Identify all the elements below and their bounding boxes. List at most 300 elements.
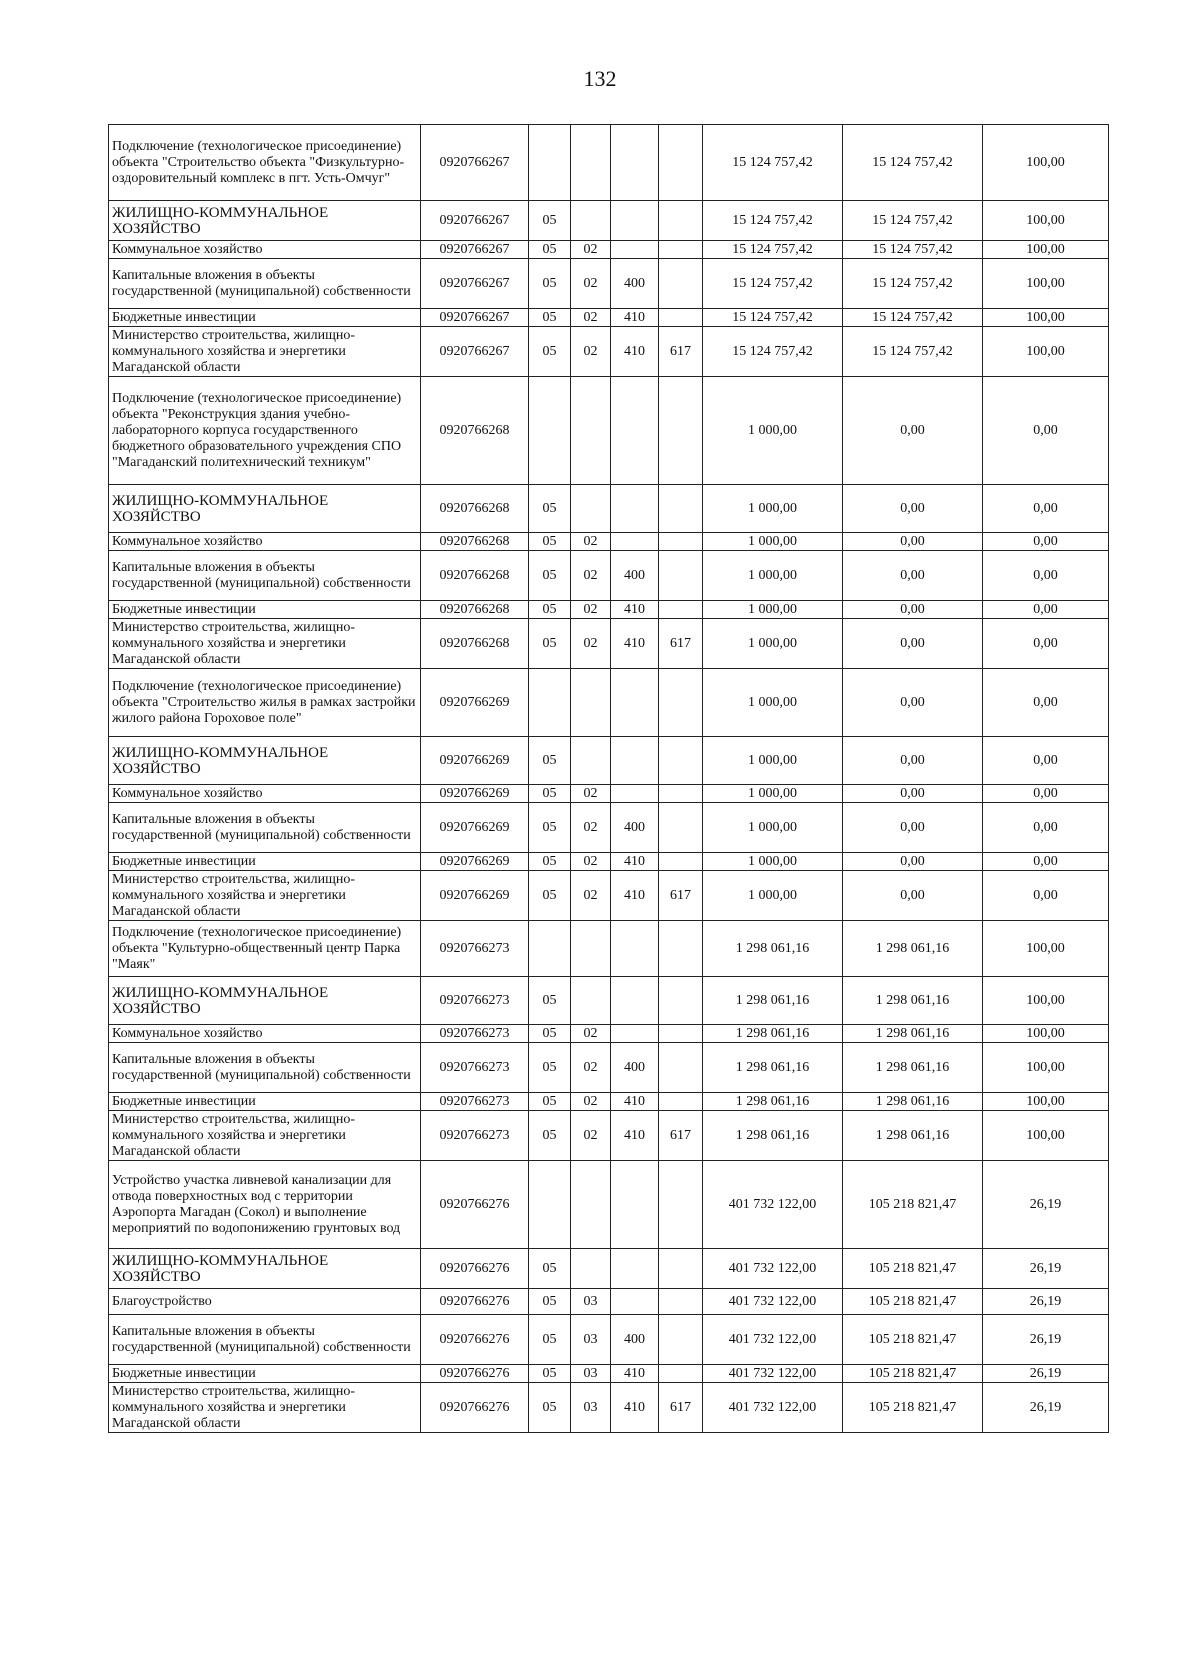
table-row: [109, 921, 1109, 977]
expense-type-code: [611, 201, 659, 241]
table-row: [109, 1289, 1109, 1315]
expense-type-code: [611, 377, 659, 485]
row-name: Устройство участка ливневой канализации для отвода поверхностных вод с территории Аэропорта Магадан (Сокол) и выполнение мероприятий по водопонижению грунтовых вод: [109, 1161, 421, 1249]
administrator-code: [659, 309, 703, 327]
section-code: 05: [529, 803, 571, 853]
execution-percent: 0,00: [983, 871, 1109, 921]
executed-amount: 0,00: [843, 669, 983, 737]
section-code: 05: [529, 485, 571, 533]
planned-amount: 1 000,00: [703, 785, 843, 803]
executed-amount: 1 298 061,16: [843, 1093, 983, 1111]
target-code: 0920766267: [421, 309, 529, 327]
table-body: [109, 125, 1109, 1433]
target-code: 0920766268: [421, 533, 529, 551]
row-name: Министерство строительства, жилищно-коммунального хозяйства и энергетики Магаданской области: [109, 1383, 421, 1433]
row-name: Подключение (технологическое присоединение) объекта "Строительство объекта "Физкультурно-оздоровительный комплекс в пгт. Усть-Омчуг": [109, 125, 421, 201]
table-row: [109, 619, 1109, 669]
expense-type-code: 410: [611, 1093, 659, 1111]
section-code: 05: [529, 241, 571, 259]
expense-type-code: 410: [611, 327, 659, 377]
target-code: 0920766269: [421, 871, 529, 921]
target-code: 0920766273: [421, 1093, 529, 1111]
executed-amount: 0,00: [843, 803, 983, 853]
expense-type-code: 410: [611, 853, 659, 871]
target-code: 0920766273: [421, 977, 529, 1025]
target-code: 0920766269: [421, 803, 529, 853]
section-code: 05: [529, 1249, 571, 1289]
row-name: Министерство строительства, жилищно-коммунального хозяйства и энергетики Магаданской области: [109, 871, 421, 921]
target-code: 0920766267: [421, 259, 529, 309]
execution-percent: 0,00: [983, 785, 1109, 803]
subsection-code: 02: [571, 871, 611, 921]
administrator-code: 617: [659, 1111, 703, 1161]
administrator-code: 617: [659, 1383, 703, 1433]
subsection-code: [571, 737, 611, 785]
table-row: [109, 1365, 1109, 1383]
table-row: [109, 1315, 1109, 1365]
table-row: [109, 601, 1109, 619]
planned-amount: 1 000,00: [703, 619, 843, 669]
planned-amount: 401 732 122,00: [703, 1161, 843, 1249]
execution-percent: 100,00: [983, 977, 1109, 1025]
row-name: Капитальные вложения в объекты государственной (муниципальной) собственности: [109, 1043, 421, 1093]
table-row: [109, 977, 1109, 1025]
target-code: 0920766273: [421, 1111, 529, 1161]
expense-type-code: 410: [611, 1111, 659, 1161]
execution-percent: 100,00: [983, 259, 1109, 309]
section-code: 05: [529, 601, 571, 619]
target-code: 0920766269: [421, 669, 529, 737]
executed-amount: 0,00: [843, 377, 983, 485]
section-code: 05: [529, 853, 571, 871]
expense-type-code: [611, 241, 659, 259]
subsection-code: [571, 377, 611, 485]
administrator-code: [659, 241, 703, 259]
administrator-code: 617: [659, 327, 703, 377]
subsection-code: 02: [571, 785, 611, 803]
section-code: 05: [529, 1289, 571, 1315]
execution-percent: 0,00: [983, 601, 1109, 619]
expense-type-code: [611, 125, 659, 201]
planned-amount: 1 000,00: [703, 601, 843, 619]
section-code: [529, 669, 571, 737]
expense-type-code: [611, 669, 659, 737]
execution-percent: 0,00: [983, 485, 1109, 533]
executed-amount: 1 298 061,16: [843, 1043, 983, 1093]
table-row: [109, 377, 1109, 485]
planned-amount: 1 298 061,16: [703, 1043, 843, 1093]
expense-type-code: 400: [611, 1043, 659, 1093]
administrator-code: [659, 485, 703, 533]
administrator-code: [659, 1025, 703, 1043]
executed-amount: 1 298 061,16: [843, 921, 983, 977]
row-name: Капитальные вложения в объекты государственной (муниципальной) собственности: [109, 259, 421, 309]
administrator-code: [659, 1289, 703, 1315]
execution-percent: 0,00: [983, 669, 1109, 737]
executed-amount: 15 124 757,42: [843, 125, 983, 201]
section-code: 05: [529, 871, 571, 921]
target-code: 0920766268: [421, 551, 529, 601]
execution-percent: 100,00: [983, 921, 1109, 977]
subsection-code: 02: [571, 327, 611, 377]
execution-percent: 100,00: [983, 1111, 1109, 1161]
expense-type-code: 410: [611, 601, 659, 619]
section-code: 05: [529, 1111, 571, 1161]
row-name: Коммунальное хозяйство: [109, 241, 421, 259]
table-row: [109, 1025, 1109, 1043]
table-row: [109, 201, 1109, 241]
row-name: Подключение (технологическое присоединение) объекта "Культурно-общественный центр Парка "Маяк": [109, 921, 421, 977]
target-code: 0920766269: [421, 853, 529, 871]
row-name: ЖИЛИЩНО-КОММУНАЛЬНОЕ ХОЗЯЙСТВО: [109, 1249, 421, 1289]
executed-amount: 105 218 821,47: [843, 1365, 983, 1383]
execution-percent: 26,19: [983, 1161, 1109, 1249]
executed-amount: 15 124 757,42: [843, 327, 983, 377]
table-row: [109, 1161, 1109, 1249]
target-code: 0920766276: [421, 1289, 529, 1315]
planned-amount: 1 000,00: [703, 551, 843, 601]
target-code: 0920766276: [421, 1249, 529, 1289]
table-row: [109, 785, 1109, 803]
section-code: 05: [529, 309, 571, 327]
row-name: ЖИЛИЩНО-КОММУНАЛЬНОЕ ХОЗЯЙСТВО: [109, 977, 421, 1025]
administrator-code: [659, 533, 703, 551]
expense-type-code: [611, 1161, 659, 1249]
execution-percent: 100,00: [983, 125, 1109, 201]
execution-percent: 0,00: [983, 619, 1109, 669]
section-code: 05: [529, 1043, 571, 1093]
subsection-code: [571, 1249, 611, 1289]
section-code: [529, 921, 571, 977]
planned-amount: 15 124 757,42: [703, 125, 843, 201]
subsection-code: 02: [571, 259, 611, 309]
execution-percent: 100,00: [983, 327, 1109, 377]
row-name: Капитальные вложения в объекты государственной (муниципальной) собственности: [109, 1315, 421, 1365]
planned-amount: 1 000,00: [703, 871, 843, 921]
row-name: Бюджетные инвестиции: [109, 853, 421, 871]
section-code: 05: [529, 1093, 571, 1111]
executed-amount: 15 124 757,42: [843, 309, 983, 327]
budget-table: [108, 124, 1109, 1433]
row-name: ЖИЛИЩНО-КОММУНАЛЬНОЕ ХОЗЯЙСТВО: [109, 485, 421, 533]
target-code: 0920766268: [421, 601, 529, 619]
row-name: Коммунальное хозяйство: [109, 785, 421, 803]
administrator-code: [659, 921, 703, 977]
subsection-code: 02: [571, 1025, 611, 1043]
section-code: 05: [529, 737, 571, 785]
administrator-code: [659, 601, 703, 619]
executed-amount: 0,00: [843, 737, 983, 785]
planned-amount: 1 000,00: [703, 485, 843, 533]
table-row: [109, 1093, 1109, 1111]
subsection-code: 02: [571, 551, 611, 601]
table-row: [109, 871, 1109, 921]
section-code: 05: [529, 785, 571, 803]
row-name: Коммунальное хозяйство: [109, 533, 421, 551]
administrator-code: [659, 669, 703, 737]
expense-type-code: [611, 921, 659, 977]
subsection-code: 02: [571, 853, 611, 871]
section-code: 05: [529, 551, 571, 601]
administrator-code: [659, 785, 703, 803]
administrator-code: [659, 737, 703, 785]
planned-amount: 1 298 061,16: [703, 1025, 843, 1043]
execution-percent: 0,00: [983, 737, 1109, 785]
target-code: 0920766268: [421, 619, 529, 669]
executed-amount: 105 218 821,47: [843, 1289, 983, 1315]
expense-type-code: [611, 977, 659, 1025]
target-code: 0920766267: [421, 201, 529, 241]
planned-amount: 1 000,00: [703, 669, 843, 737]
administrator-code: [659, 1249, 703, 1289]
planned-amount: 1 000,00: [703, 737, 843, 785]
row-name: Министерство строительства, жилищно-коммунального хозяйства и энергетики Магаданской области: [109, 619, 421, 669]
subsection-code: 02: [571, 533, 611, 551]
executed-amount: 0,00: [843, 551, 983, 601]
administrator-code: [659, 1043, 703, 1093]
planned-amount: 401 732 122,00: [703, 1315, 843, 1365]
target-code: 0920766268: [421, 485, 529, 533]
section-code: [529, 1161, 571, 1249]
executed-amount: 105 218 821,47: [843, 1161, 983, 1249]
administrator-code: [659, 377, 703, 485]
table-row: [109, 125, 1109, 201]
page-number: 132: [583, 66, 617, 91]
row-name: Бюджетные инвестиции: [109, 1365, 421, 1383]
administrator-code: [659, 551, 703, 601]
executed-amount: 105 218 821,47: [843, 1315, 983, 1365]
planned-amount: 1 000,00: [703, 377, 843, 485]
planned-amount: 15 124 757,42: [703, 201, 843, 241]
execution-percent: 100,00: [983, 309, 1109, 327]
administrator-code: [659, 1365, 703, 1383]
executed-amount: 1 298 061,16: [843, 977, 983, 1025]
target-code: 0920766267: [421, 241, 529, 259]
executed-amount: 0,00: [843, 871, 983, 921]
table-row: [109, 551, 1109, 601]
executed-amount: 15 124 757,42: [843, 259, 983, 309]
section-code: [529, 125, 571, 201]
row-name: Благоустройство: [109, 1289, 421, 1315]
planned-amount: 15 124 757,42: [703, 327, 843, 377]
table-row: [109, 803, 1109, 853]
execution-percent: 26,19: [983, 1383, 1109, 1433]
execution-percent: 0,00: [983, 853, 1109, 871]
expense-type-code: 400: [611, 259, 659, 309]
expense-type-code: 410: [611, 1365, 659, 1383]
execution-percent: 0,00: [983, 551, 1109, 601]
execution-percent: 100,00: [983, 1043, 1109, 1093]
row-name: Коммунальное хозяйство: [109, 1025, 421, 1043]
planned-amount: 1 298 061,16: [703, 1111, 843, 1161]
row-name: Капитальные вложения в объекты государственной (муниципальной) собственности: [109, 803, 421, 853]
administrator-code: [659, 803, 703, 853]
planned-amount: 1 298 061,16: [703, 977, 843, 1025]
target-code: 0920766273: [421, 921, 529, 977]
target-code: 0920766276: [421, 1315, 529, 1365]
executed-amount: 15 124 757,42: [843, 201, 983, 241]
administrator-code: [659, 259, 703, 309]
subsection-code: 02: [571, 1043, 611, 1093]
row-name: Министерство строительства, жилищно-коммунального хозяйства и энергетики Магаданской области: [109, 327, 421, 377]
planned-amount: 1 000,00: [703, 803, 843, 853]
expense-type-code: [611, 533, 659, 551]
table-row: [109, 309, 1109, 327]
subsection-code: 02: [571, 1111, 611, 1161]
subsection-code: 02: [571, 241, 611, 259]
execution-percent: 100,00: [983, 1025, 1109, 1043]
execution-percent: 100,00: [983, 241, 1109, 259]
row-name: ЖИЛИЩНО-КОММУНАЛЬНОЕ ХОЗЯЙСТВО: [109, 201, 421, 241]
execution-percent: 26,19: [983, 1365, 1109, 1383]
administrator-code: [659, 1315, 703, 1365]
row-name: Бюджетные инвестиции: [109, 1093, 421, 1111]
expense-type-code: [611, 1289, 659, 1315]
executed-amount: 105 218 821,47: [843, 1383, 983, 1433]
administrator-code: 617: [659, 871, 703, 921]
expense-type-code: 410: [611, 1383, 659, 1433]
subsection-code: [571, 669, 611, 737]
target-code: 0920766276: [421, 1383, 529, 1433]
target-code: 0920766267: [421, 327, 529, 377]
table-row: [109, 1043, 1109, 1093]
subsection-code: [571, 125, 611, 201]
table-row: [109, 533, 1109, 551]
section-code: 05: [529, 1365, 571, 1383]
execution-percent: 26,19: [983, 1315, 1109, 1365]
planned-amount: 401 732 122,00: [703, 1383, 843, 1433]
administrator-code: 617: [659, 619, 703, 669]
expense-type-code: 410: [611, 309, 659, 327]
row-name: Подключение (технологическое присоединение) объекта "Строительство жилья в рамках застройки жилого района Гороховое поле": [109, 669, 421, 737]
subsection-code: 02: [571, 601, 611, 619]
expense-type-code: 400: [611, 803, 659, 853]
expense-type-code: [611, 1249, 659, 1289]
execution-percent: 100,00: [983, 1093, 1109, 1111]
administrator-code: [659, 1161, 703, 1249]
target-code: 0920766269: [421, 785, 529, 803]
row-name: Министерство строительства, жилищно-коммунального хозяйства и энергетики Магаданской области: [109, 1111, 421, 1161]
row-name: Бюджетные инвестиции: [109, 601, 421, 619]
section-code: 05: [529, 201, 571, 241]
planned-amount: 15 124 757,42: [703, 259, 843, 309]
row-name: ЖИЛИЩНО-КОММУНАЛЬНОЕ ХОЗЯЙСТВО: [109, 737, 421, 785]
subsection-code: 02: [571, 803, 611, 853]
subsection-code: [571, 485, 611, 533]
planned-amount: 401 732 122,00: [703, 1249, 843, 1289]
row-name: Капитальные вложения в объекты государственной (муниципальной) собственности: [109, 551, 421, 601]
subsection-code: 03: [571, 1315, 611, 1365]
section-code: 05: [529, 259, 571, 309]
section-code: 05: [529, 977, 571, 1025]
target-code: 0920766273: [421, 1043, 529, 1093]
execution-percent: 26,19: [983, 1289, 1109, 1315]
planned-amount: 15 124 757,42: [703, 309, 843, 327]
target-code: 0920766268: [421, 377, 529, 485]
execution-percent: 0,00: [983, 533, 1109, 551]
subsection-code: [571, 977, 611, 1025]
section-code: 05: [529, 1383, 571, 1433]
table-row: [109, 1383, 1109, 1433]
table-row: [109, 669, 1109, 737]
expense-type-code: [611, 1025, 659, 1043]
subsection-code: 02: [571, 619, 611, 669]
executed-amount: 105 218 821,47: [843, 1249, 983, 1289]
target-code: 0920766269: [421, 737, 529, 785]
row-name: Подключение (технологическое присоединение) объекта "Реконструкция здания учебно-лабораторного корпуса государственного бюджетного образовательного учреждения СПО "Магаданский политехнический техникум": [109, 377, 421, 485]
planned-amount: 401 732 122,00: [703, 1365, 843, 1383]
expense-type-code: [611, 485, 659, 533]
planned-amount: 1 298 061,16: [703, 921, 843, 977]
executed-amount: 1 298 061,16: [843, 1111, 983, 1161]
section-code: 05: [529, 327, 571, 377]
executed-amount: 1 298 061,16: [843, 1025, 983, 1043]
section-code: 05: [529, 1315, 571, 1365]
executed-amount: 0,00: [843, 533, 983, 551]
executed-amount: 0,00: [843, 785, 983, 803]
planned-amount: 1 000,00: [703, 853, 843, 871]
administrator-code: [659, 201, 703, 241]
table-row: [109, 327, 1109, 377]
target-code: 0920766267: [421, 125, 529, 201]
section-code: [529, 377, 571, 485]
executed-amount: 0,00: [843, 853, 983, 871]
target-code: 0920766276: [421, 1161, 529, 1249]
subsection-code: [571, 201, 611, 241]
target-code: 0920766273: [421, 1025, 529, 1043]
subsection-code: 03: [571, 1365, 611, 1383]
subsection-code: 03: [571, 1289, 611, 1315]
table-row: [109, 853, 1109, 871]
executed-amount: 0,00: [843, 619, 983, 669]
section-code: 05: [529, 533, 571, 551]
expense-type-code: [611, 737, 659, 785]
subsection-code: 02: [571, 309, 611, 327]
subsection-code: 03: [571, 1383, 611, 1433]
planned-amount: 15 124 757,42: [703, 241, 843, 259]
subsection-code: [571, 921, 611, 977]
subsection-code: [571, 1161, 611, 1249]
administrator-code: [659, 125, 703, 201]
administrator-code: [659, 853, 703, 871]
administrator-code: [659, 977, 703, 1025]
expense-type-code: 400: [611, 551, 659, 601]
planned-amount: 1 298 061,16: [703, 1093, 843, 1111]
expense-type-code: 400: [611, 1315, 659, 1365]
expense-type-code: 410: [611, 871, 659, 921]
expense-type-code: [611, 785, 659, 803]
table-row: [109, 485, 1109, 533]
executed-amount: 0,00: [843, 601, 983, 619]
table-row: [109, 1249, 1109, 1289]
planned-amount: 1 000,00: [703, 533, 843, 551]
execution-percent: 0,00: [983, 377, 1109, 485]
planned-amount: 401 732 122,00: [703, 1289, 843, 1315]
executed-amount: 0,00: [843, 485, 983, 533]
execution-percent: 0,00: [983, 803, 1109, 853]
section-code: 05: [529, 1025, 571, 1043]
expense-type-code: 410: [611, 619, 659, 669]
table-row: [109, 259, 1109, 309]
execution-percent: 100,00: [983, 201, 1109, 241]
table-row: [109, 1111, 1109, 1161]
administrator-code: [659, 1093, 703, 1111]
subsection-code: 02: [571, 1093, 611, 1111]
executed-amount: 15 124 757,42: [843, 241, 983, 259]
row-name: Бюджетные инвестиции: [109, 309, 421, 327]
target-code: 0920766276: [421, 1365, 529, 1383]
execution-percent: 26,19: [983, 1249, 1109, 1289]
